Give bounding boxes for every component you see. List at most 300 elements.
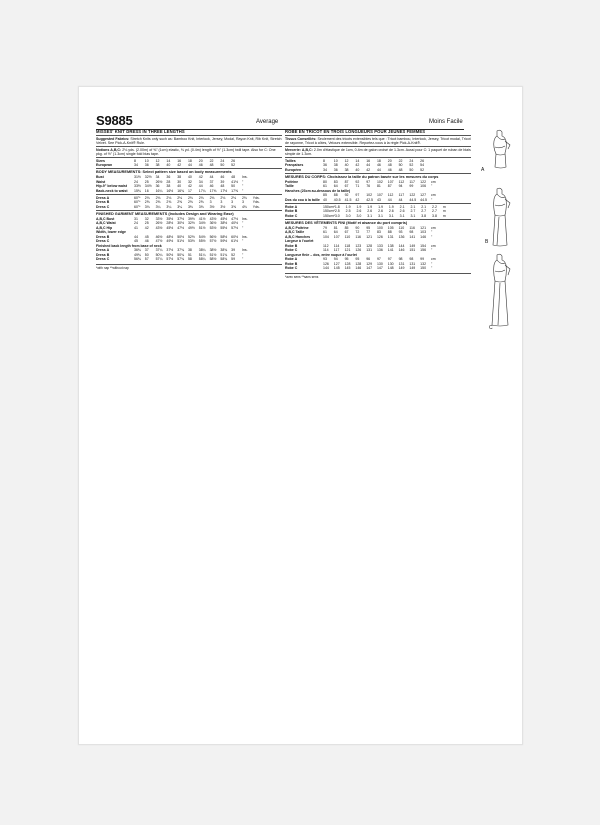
table-cell: 42.5 xyxy=(366,197,373,202)
french-size-table xyxy=(285,159,431,173)
table-cell: 3.8 xyxy=(421,213,427,218)
table-cell: 54½ xyxy=(198,234,206,239)
table-cell: 121 xyxy=(420,225,427,230)
table-cell: " xyxy=(241,221,244,226)
table-cell: 88 xyxy=(387,230,392,235)
english-finished-table xyxy=(96,217,250,231)
table-cell: 8 xyxy=(134,158,136,163)
table-cell: 133 xyxy=(376,243,383,248)
table-cell: 48½ xyxy=(166,234,174,239)
table-cell: 102 xyxy=(366,193,373,198)
table-cell: 55½ xyxy=(220,225,228,230)
table-cell: 44.5 xyxy=(409,197,417,202)
table-cell: 24 xyxy=(134,221,138,226)
table-cell: 39 xyxy=(220,179,225,184)
table-cell: 38 xyxy=(177,174,182,179)
table-cell: 17 xyxy=(187,188,192,193)
table-cell: European xyxy=(96,163,113,168)
table-cell: 3.0 xyxy=(356,213,362,218)
table-cell: 154 xyxy=(420,243,427,248)
table-cell: 51½ xyxy=(177,239,184,244)
table-cell: 141 xyxy=(387,248,394,253)
english-fabrics: Suggested Fabrics: Stretch Knits only such as: Bamboo Knit, Interlock, Jersey, Modal, Rayon Knit, Rib Knit, Stretch Velvet. See Pick-A-Knit® Rule. xyxy=(96,136,282,145)
table-row xyxy=(96,163,242,168)
table-cell: 107 xyxy=(376,193,383,198)
table-cell: 55½ xyxy=(198,239,206,244)
table-cell: cm xyxy=(430,225,436,230)
table-cell: Taille xyxy=(285,184,294,189)
table-cell: " xyxy=(241,184,244,189)
table-cell: 130 xyxy=(376,261,383,266)
table-cell: 26 xyxy=(420,158,425,163)
table-cell: 44.5 xyxy=(420,197,427,202)
table-cell: " xyxy=(430,234,433,239)
table-cell: 34 xyxy=(198,179,203,184)
table-cell: Bust xyxy=(96,174,104,179)
table-cell: 60½ xyxy=(231,234,238,239)
french-notions: Mercerie: A,B,C: 2.0m d'élastique de 1cm, 0.4m de galon croisé de 1.3cm. Aussi pour C: 1 paquet de ruban de biais simple de 1.3cm. xyxy=(285,147,471,156)
table-cell: 2⅛ xyxy=(166,195,172,200)
table-cell: 147 xyxy=(376,266,383,271)
table-cell: 150cm* xyxy=(323,209,335,214)
table-cell: 48 xyxy=(220,184,225,189)
table-row xyxy=(285,168,431,173)
table-cell: 44 xyxy=(398,197,403,202)
table-cell: 60"* xyxy=(134,195,141,200)
table-cell: Ins. xyxy=(241,174,248,179)
table-cell: 3.1 xyxy=(388,213,394,218)
table-cell: " xyxy=(241,188,244,193)
table-cell: 24 xyxy=(134,179,138,184)
table-cell: 44 xyxy=(209,174,214,179)
table-cell: 136 xyxy=(376,248,383,253)
table-row xyxy=(96,257,250,262)
french-back-label: Longueur finie – dos, entre nuque à l'ourlet xyxy=(285,252,357,257)
table-cell: 32½ xyxy=(187,221,195,226)
table-cell: 31½ xyxy=(134,174,141,179)
table-cell: 12 xyxy=(155,158,160,163)
french-column xyxy=(285,130,471,279)
table-cell: 14 xyxy=(355,158,360,163)
table-cell: 33½ xyxy=(134,184,141,189)
table-cell: 41½ xyxy=(198,216,206,221)
table-cell: 3.0 xyxy=(334,213,340,218)
table-cell: 88 xyxy=(333,193,338,198)
table-cell: 51½ xyxy=(209,252,217,257)
table-cell: 3⅛ xyxy=(144,204,150,209)
table-cell: 58¾ xyxy=(220,257,228,262)
table-cell: Dress A xyxy=(96,248,110,253)
table-cell: 60"* xyxy=(134,204,141,209)
table-cell: 46 xyxy=(209,184,214,189)
table-cell: 26½ xyxy=(155,179,163,184)
table-cell: 121 xyxy=(344,248,351,253)
table-cell: 67 xyxy=(344,230,349,235)
table-cell: 38 xyxy=(333,163,338,168)
table-cell: 37¾ xyxy=(177,248,184,253)
table-cell: 17¼ xyxy=(198,188,206,193)
table-cell: 77 xyxy=(366,230,371,235)
table-cell: 3.8 xyxy=(432,213,437,218)
table-cell: 50 xyxy=(398,163,403,168)
table-cell: 16½ xyxy=(166,188,174,193)
table-cell: 45 xyxy=(134,239,138,244)
table-cell: 97 xyxy=(387,257,392,262)
table-cell: 39½ xyxy=(187,216,195,221)
table-cell: 92 xyxy=(344,193,349,198)
table-cell: 18 xyxy=(376,158,381,163)
table-cell: 24 xyxy=(409,158,414,163)
table-cell: 1.8 xyxy=(334,204,340,209)
table-cell: 128 xyxy=(355,261,362,266)
english-size-table xyxy=(96,159,242,168)
table-cell: 2.1 xyxy=(399,204,405,209)
table-cell: 147 xyxy=(366,266,373,271)
table-cell: " xyxy=(430,261,433,266)
table-cell: 64 xyxy=(333,230,338,235)
table-cell: 41.5 xyxy=(344,197,352,202)
table-cell: 3 xyxy=(209,200,212,205)
table-cell: 126 xyxy=(355,248,362,253)
table-cell: Françaises xyxy=(285,163,304,168)
table-cell: Sizes xyxy=(96,158,105,163)
table-cell: 132 xyxy=(420,261,427,266)
table-row xyxy=(96,205,261,210)
table-cell: 79 xyxy=(323,225,327,230)
table-cell: 72 xyxy=(355,230,360,235)
table-cell: 48 xyxy=(398,167,403,172)
table-cell: 98 xyxy=(398,257,403,262)
table-cell: 117 xyxy=(409,179,415,184)
table-cell: 81 xyxy=(333,225,338,230)
table-cell: 3.0 xyxy=(345,213,351,218)
table-cell: 45½ xyxy=(220,216,228,221)
table-cell: 1.9 xyxy=(345,204,351,209)
table-cell: 49½ xyxy=(187,225,195,230)
table-cell: 2⅝ xyxy=(166,200,172,205)
table-cell: Dress B xyxy=(96,252,110,257)
table-cell: Ins. xyxy=(241,234,248,239)
table-cell: 76 xyxy=(366,184,371,189)
french-back-table xyxy=(285,257,439,271)
table-cell: 2⅛ xyxy=(231,195,237,200)
table-cell: Dress C xyxy=(96,257,110,262)
table-cell: 3⅜ xyxy=(187,204,193,209)
table-cell: 58½ xyxy=(220,234,228,239)
table-cell: 131 xyxy=(409,261,416,266)
table-cell: 28 xyxy=(166,179,171,184)
dress-c-illustration xyxy=(483,251,517,331)
table-cell: 43½ xyxy=(155,225,163,230)
table-cell: 16¼ xyxy=(155,188,163,193)
table-cell: 37¼ xyxy=(155,248,163,253)
table-cell: Tailles xyxy=(285,158,296,163)
table-cell: 17½ xyxy=(220,188,228,193)
table-cell: 45½ xyxy=(166,225,174,230)
table-cell: 130 xyxy=(387,261,394,266)
table-cell: 58¼ xyxy=(198,257,206,262)
french-body-title: MESURES DU CORPS: Choisissez la taille du patron basée sur les mesures du corps xyxy=(285,174,439,179)
table-cell: 112 xyxy=(323,243,329,248)
table-cell: 57½ xyxy=(231,225,238,230)
table-cell: 17⅝ xyxy=(231,188,238,193)
table-cell: 36¾ xyxy=(134,248,141,253)
table-cell: 80 xyxy=(323,179,327,184)
table-cell: 127 xyxy=(333,261,340,266)
table-cell: 2.5 xyxy=(345,209,351,214)
table-cell: 52 xyxy=(420,167,425,172)
table-cell: Robe A xyxy=(285,204,298,209)
table-cell: 107 xyxy=(333,234,340,239)
table-cell: 144 xyxy=(323,266,329,271)
table-cell: 39 xyxy=(231,248,236,253)
table-cell: 16 xyxy=(177,158,182,163)
table-cell: 3 xyxy=(231,200,234,205)
figure-label-c: C xyxy=(489,325,493,331)
table-cell: 30 xyxy=(177,179,182,184)
table-cell: Robe C xyxy=(285,248,298,253)
table-cell: Hip-9" below waist xyxy=(96,184,128,189)
table-cell: Robe C xyxy=(285,266,298,271)
table-cell: 34½ xyxy=(198,221,206,226)
table-cell: 149 xyxy=(409,266,416,271)
table-cell: 156 xyxy=(420,248,427,253)
table-cell: 103 xyxy=(420,230,427,235)
table-cell: A,B,C Hanches xyxy=(285,234,311,239)
table-cell: m xyxy=(442,209,446,214)
table-cell: 38¼ xyxy=(198,248,206,253)
table-cell: 100 xyxy=(376,225,383,230)
table-cell: 46 xyxy=(220,174,225,179)
table-cell: 150cm* xyxy=(323,204,335,209)
table-cell: 61½ xyxy=(231,239,238,244)
english-yardage-table xyxy=(96,196,261,210)
table-cell: 18 xyxy=(187,158,192,163)
table-cell: 2⅛ xyxy=(177,195,183,200)
table-cell: 60"* xyxy=(134,200,141,205)
table-cell: 50 xyxy=(409,167,414,172)
table-cell: 50¾ xyxy=(177,252,184,257)
table-cell: 2⅝ xyxy=(144,200,150,205)
table-cell: 16 xyxy=(144,188,149,193)
table-cell: 10 xyxy=(144,158,149,163)
table-cell: 129 xyxy=(366,261,373,266)
french-width-label: Largeur à l'ourlet xyxy=(285,239,314,244)
english-body-table xyxy=(96,175,250,193)
table-cell: Dress B xyxy=(96,234,110,239)
table-cell: Robe C xyxy=(285,213,298,218)
table-cell: 56¾ xyxy=(134,257,141,262)
table-cell: Poitrine xyxy=(285,179,299,184)
table-cell: 40 xyxy=(177,184,182,189)
table-cell: 94 xyxy=(398,184,403,189)
table-cell: 93 xyxy=(398,230,403,235)
table-cell: 24 xyxy=(220,158,225,163)
table-cell: Robe B xyxy=(285,209,298,214)
table-cell: 38½ xyxy=(209,248,217,253)
table-cell: 2⅛ xyxy=(187,195,193,200)
table-cell: 95 xyxy=(344,257,349,262)
table-cell: 90 xyxy=(355,225,360,230)
table-cell: 16¾ xyxy=(177,188,184,193)
table-cell: 50¼ xyxy=(155,252,163,257)
table-cell: 8 xyxy=(323,158,325,163)
table-cell: 3.1 xyxy=(367,213,373,218)
table-cell: 40 xyxy=(344,163,349,168)
table-cell: 50½ xyxy=(166,252,174,257)
table-cell: " xyxy=(430,230,433,235)
table-cell: 46 xyxy=(144,239,149,244)
english-back-table xyxy=(96,248,250,262)
table-cell: 30½ xyxy=(177,221,184,226)
table-cell: 2⅝ xyxy=(187,200,193,205)
table-cell: 44 xyxy=(387,197,392,202)
table-cell: 43½ xyxy=(209,216,217,221)
table-cell: 36 xyxy=(166,174,171,179)
table-cell: 149 xyxy=(409,243,416,248)
french-width-table xyxy=(285,244,439,253)
table-cell: Robe B xyxy=(285,261,298,266)
table-cell: 148 xyxy=(387,266,394,271)
table-row xyxy=(285,266,439,271)
table-cell: 146 xyxy=(355,266,362,271)
table-cell: 51½ xyxy=(198,225,206,230)
table-cell: 44 xyxy=(134,234,138,239)
table-cell: 2⅛ xyxy=(155,195,161,200)
english-title: MISSES' KNIT DRESS IN THREE LENGTHS xyxy=(96,129,185,134)
table-cell: 3 xyxy=(241,200,244,205)
table-cell: 40½ xyxy=(231,221,238,226)
table-cell: 97 xyxy=(355,193,360,198)
table-cell: 128 xyxy=(366,243,373,248)
table-cell: 3¼ xyxy=(177,204,183,209)
table-cell: 150 xyxy=(420,266,427,271)
table-cell: 3.1 xyxy=(399,213,405,218)
table-cell: 1.9 xyxy=(367,204,373,209)
table-cell: 94 xyxy=(333,257,338,262)
table-cell: Dos du cou à la taille xyxy=(285,197,320,202)
table-cell: 12 xyxy=(344,158,349,163)
table-cell: 46 xyxy=(198,163,203,168)
table-cell: " xyxy=(241,257,244,262)
table-cell: 102 xyxy=(376,179,383,184)
table-cell: 25 xyxy=(144,179,149,184)
table-cell: 2.7 xyxy=(421,209,427,214)
table-cell: 22 xyxy=(398,158,403,163)
table-cell: 40 xyxy=(355,167,360,172)
table-cell: 42 xyxy=(355,197,360,202)
table-cell: 83 xyxy=(376,230,381,235)
table-cell: 48 xyxy=(387,163,392,168)
table-cell: 42 xyxy=(144,225,149,230)
table-cell: 2.6 xyxy=(388,209,394,214)
table-cell: 138 xyxy=(387,243,394,248)
table-cell: cm xyxy=(430,179,436,184)
table-cell: 149 xyxy=(398,266,405,271)
figure-label-a: A xyxy=(481,167,485,173)
table-cell: 3.1 xyxy=(378,213,383,218)
table-cell: 50 xyxy=(220,163,225,168)
table-cell: 48 xyxy=(209,163,214,168)
table-cell: " xyxy=(241,179,244,184)
table-cell: 81 xyxy=(376,184,381,189)
table-cell: 85 xyxy=(344,225,349,230)
table-cell: Yds. xyxy=(252,200,260,205)
table-cell: 38¾ xyxy=(220,248,228,253)
table-cell: 95 xyxy=(366,225,371,230)
table-cell: 32½ xyxy=(144,174,152,179)
table-cell: 97 xyxy=(366,179,371,184)
table-cell: 98 xyxy=(409,230,414,235)
table-cell: 34 xyxy=(134,163,138,168)
table-row xyxy=(96,189,250,194)
table-cell: 44 xyxy=(376,167,381,172)
table-cell: 37 xyxy=(144,248,149,253)
pattern-back-page xyxy=(78,86,523,745)
table-cell: " xyxy=(241,252,244,257)
english-width-label: Width, lower edge xyxy=(96,230,126,235)
table-cell: 121 xyxy=(366,234,373,239)
table-cell: 118 xyxy=(344,243,351,248)
english-notions: Notions A,B,C: 2⅛ yds. (2.00m) of ⅜" (1cm) elastic, ⅜ yd. (0.4m) length of ½" (1.3cm) twill tape. Also for C: One pkg. of ½" (1.3cm) single fold bias tape. xyxy=(96,147,276,156)
table-cell: 42 xyxy=(187,184,192,189)
table-cell: 2.5 xyxy=(334,209,340,214)
table-cell: 122 xyxy=(420,179,427,184)
table-cell: Ins. xyxy=(241,248,248,253)
table-cell: 99 xyxy=(420,257,425,262)
table-cell: 57 xyxy=(144,257,149,262)
english-finished-title: FINISHED GARMENT MEASUREMENTS (Includes Design and Wearing Ease) xyxy=(96,211,234,216)
table-row xyxy=(285,214,451,219)
table-cell: 3½ xyxy=(220,204,226,209)
table-cell: 25 xyxy=(144,221,149,226)
table-cell: 44 xyxy=(366,163,371,168)
table-cell: Robe B xyxy=(285,243,298,248)
table-cell: 2.7 xyxy=(410,209,416,214)
french-hanches-label: Hanches (23cm au-dessous de la taille) xyxy=(285,188,351,193)
table-cell: 16 xyxy=(366,158,371,163)
english-footnote: *with nap **without nap xyxy=(96,265,129,270)
table-cell: 96 xyxy=(366,257,371,262)
table-cell: 2.7 xyxy=(432,209,437,214)
table-cell: 2.6 xyxy=(356,209,362,214)
table-cell: 98 xyxy=(409,257,414,262)
table-cell: 146 xyxy=(420,234,427,239)
table-cell: A,B,C Bust xyxy=(96,216,115,221)
table-cell: 41½ xyxy=(231,179,238,184)
table-cell: 2.1 xyxy=(421,204,427,209)
table-cell: 51¾ xyxy=(220,252,228,257)
table-cell: 2.1 xyxy=(410,204,416,209)
french-fabrics: Tissus Conseillés: Seulement des tricots extensibles tels que : Tricot bambou, Interlock, Jersey, Tricot modal, Tricot de rayonne, Tricot à côtes, Velours extensible. Reportez-vous à la règle Pick-A-Knit®. xyxy=(285,136,471,145)
table-cell: 126 xyxy=(376,234,383,239)
dress-a-illustration xyxy=(483,127,517,187)
table-cell: 106 xyxy=(420,184,427,189)
table-cell: 26 xyxy=(231,158,236,163)
table-cell: Dress C xyxy=(96,239,110,244)
table-cell: 141 xyxy=(409,234,416,239)
table-cell: 40 xyxy=(323,197,327,202)
table-cell: 48 xyxy=(231,174,236,179)
table-cell: Back-neck to waist xyxy=(96,188,128,193)
table-cell: 32 xyxy=(187,179,192,184)
table-cell: A,B,C Poitrine xyxy=(285,225,309,230)
table-cell: " xyxy=(430,248,433,253)
table-cell: 46 xyxy=(387,167,392,172)
table-cell: 95 xyxy=(355,257,360,262)
table-cell: 52 xyxy=(231,163,236,168)
table-cell: 35½ xyxy=(166,216,174,221)
